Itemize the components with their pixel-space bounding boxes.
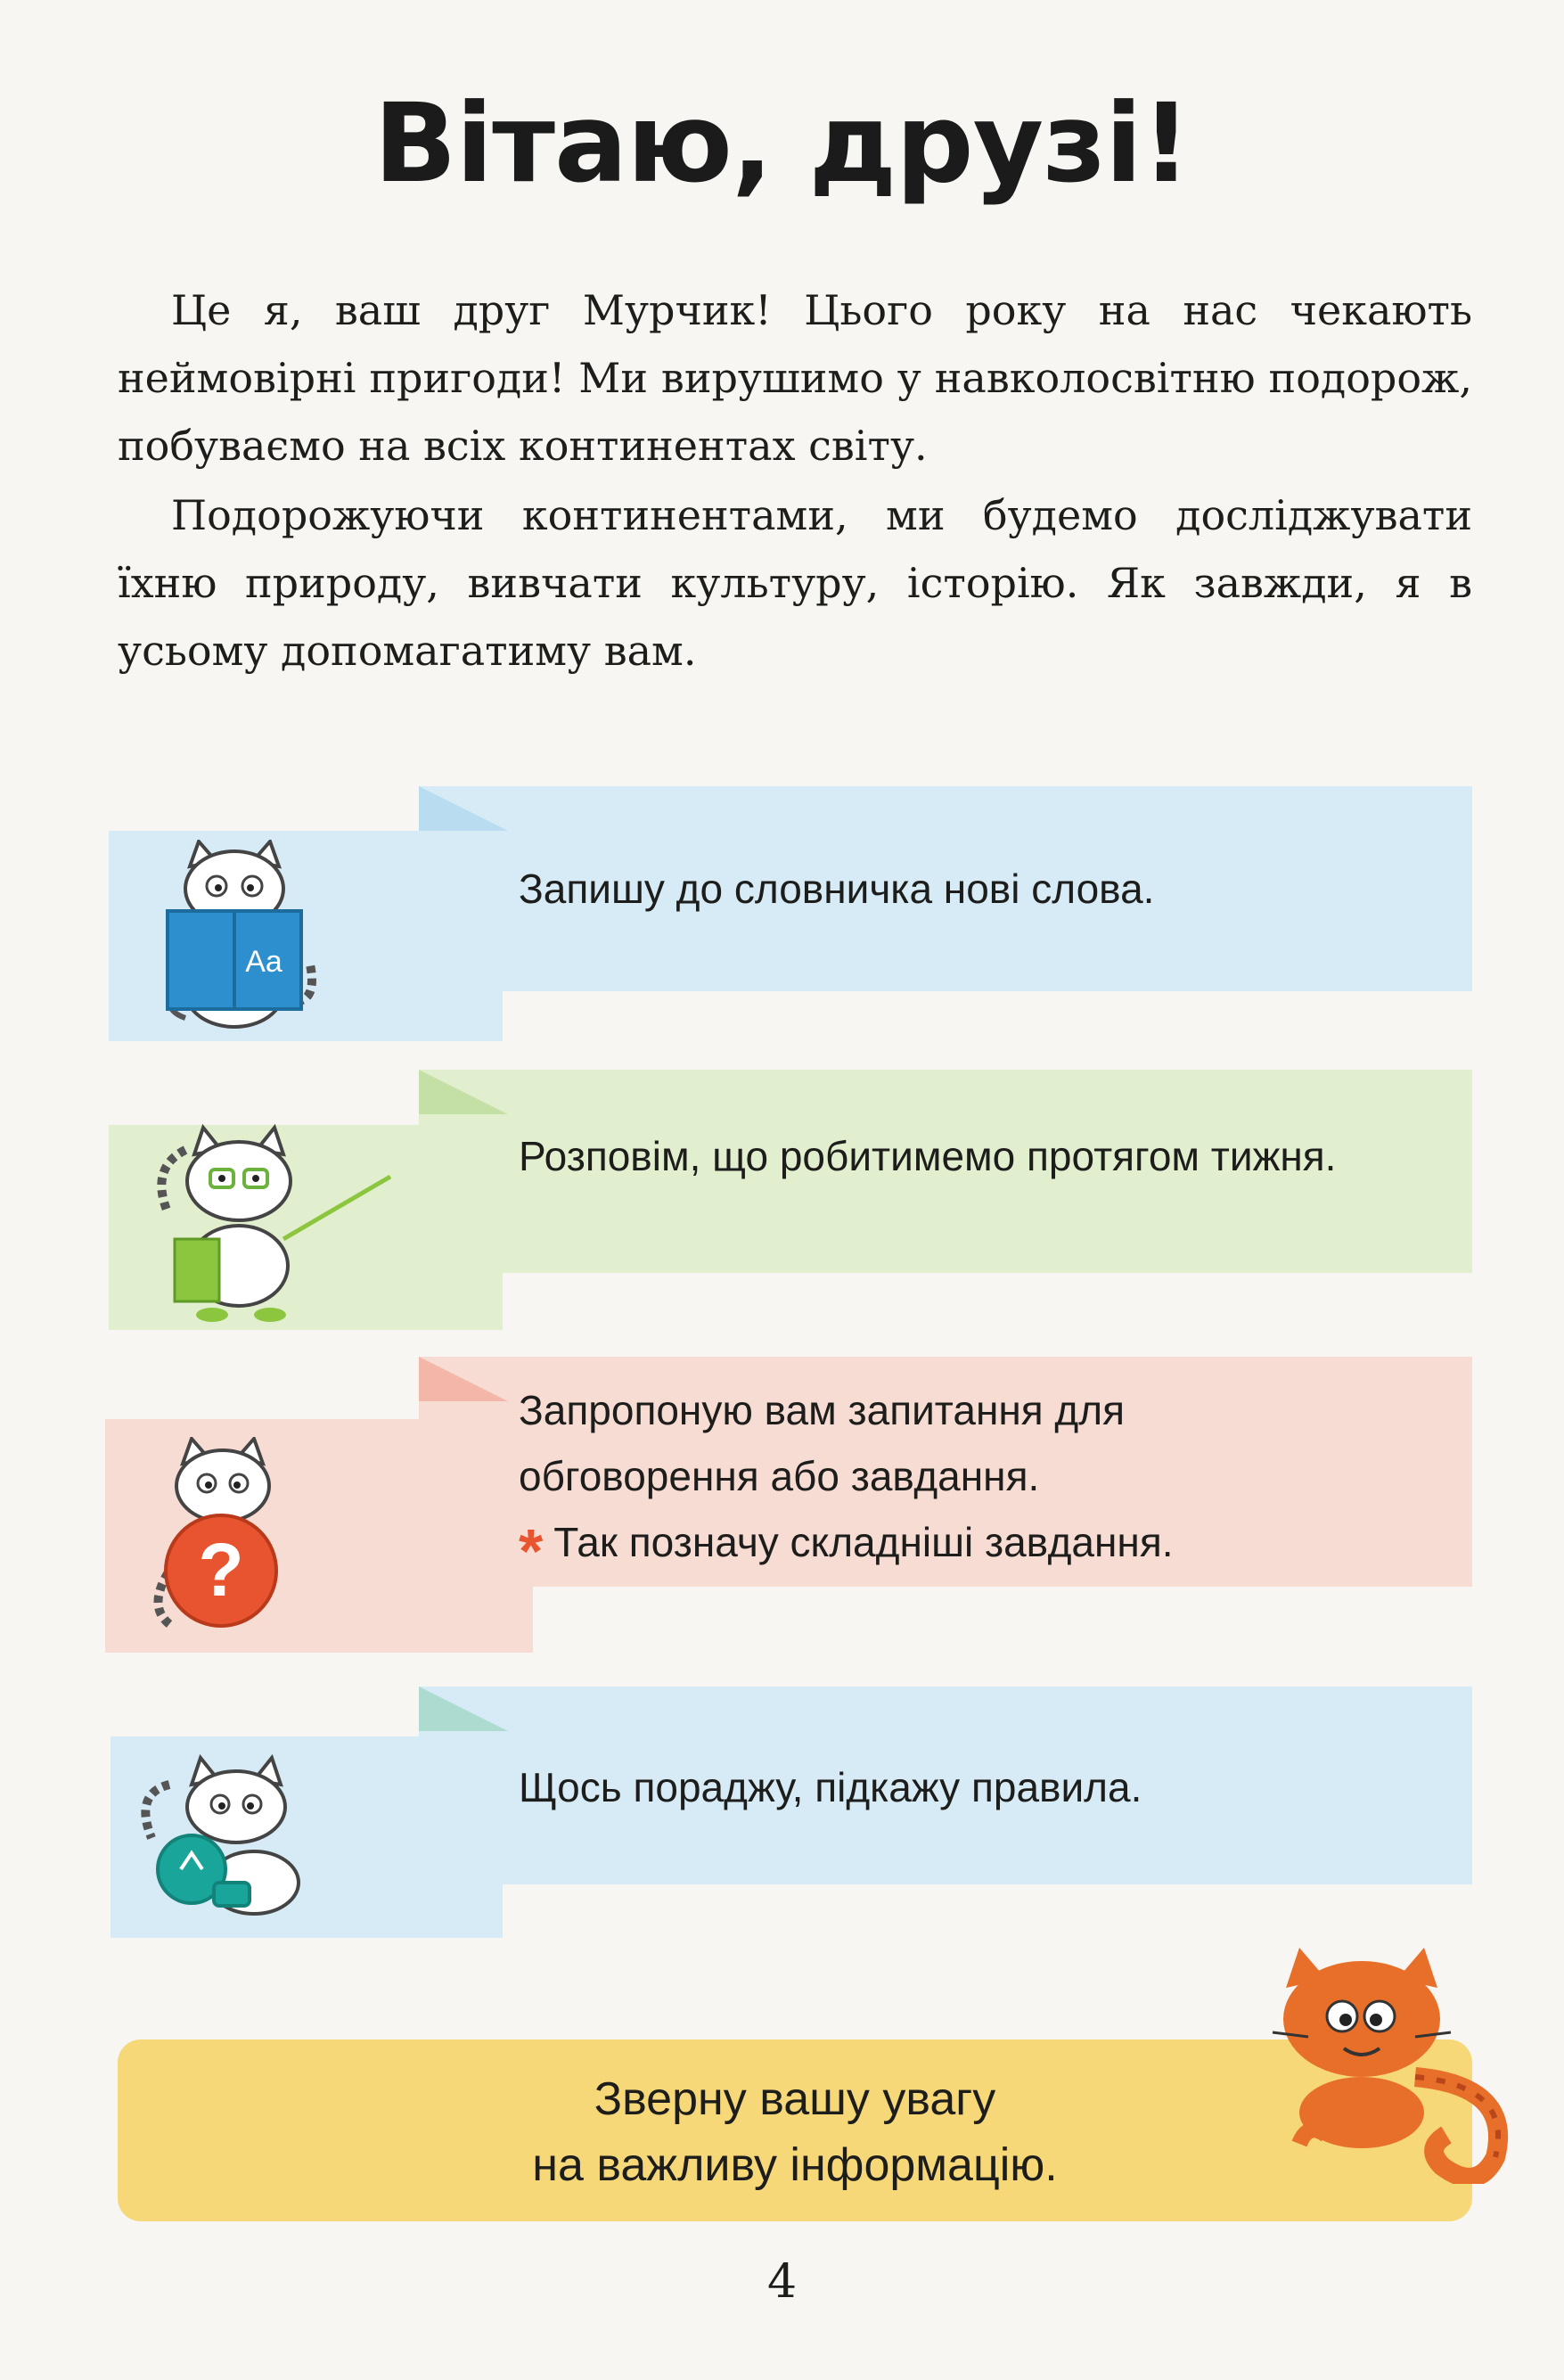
book-label: Aa [245, 945, 283, 979]
legend-text-questions-line2: обговорення або завдання. [519, 1453, 1040, 1499]
orange-cat-icon [1246, 1943, 1522, 2184]
question-mark: ? [198, 1528, 244, 1612]
cat-with-question-mark-icon [143, 1437, 303, 1642]
legend-tab-blue-2 [419, 1687, 508, 1731]
legend-text-questions-line3: Так позначу складніші завдання. [553, 1519, 1174, 1565]
legend-text-questions [519, 1377, 1463, 1584]
legend-tab-pink [419, 1357, 508, 1401]
cat-teacher-with-pointer-icon [123, 1114, 399, 1328]
intro-paragraph-1: Це я, ваш друг Мурчик! Цього року на нас чекають неймовірні пригоди! Ми вирушимо у навколосвітню подорож, побуваємо на всіх континентах світу. [118, 286, 1472, 470]
legend-text-tips: Щось пораджу, підкажу правила. [519, 1764, 1142, 1810]
legend-tab-blue [419, 786, 508, 831]
cat-with-lightbulb-icon [129, 1749, 325, 1918]
important-info-line2: на важливу інформацію. [532, 2139, 1058, 2191]
important-info-line1: Зверну вашу увагу [594, 2073, 996, 2125]
page-number: 4 [766, 2255, 798, 2309]
legend-tab-green [419, 1070, 508, 1114]
asterisk-icon: * [519, 1516, 544, 1586]
legend-text-hard-tasks [519, 1509, 1463, 1584]
intro-paragraph-2: Подорожуючи континентами, ми будемо досліджувати їхню природу, вивчати культуру, історію. Як завжди, я в усьому допомагатиму вам. [118, 491, 1472, 675]
legend-text-weekly-plan: Розповім, що робитимемо протягом тижня. [519, 1133, 1337, 1179]
legend-text-questions-line1: Запропоную вам запитання для [519, 1387, 1126, 1433]
legend-text-vocabulary: Запишу до словничка нові слова. [519, 866, 1155, 912]
cat-with-book-icon [150, 840, 328, 1036]
page-title: Вітаю, друзі! [373, 80, 1191, 207]
